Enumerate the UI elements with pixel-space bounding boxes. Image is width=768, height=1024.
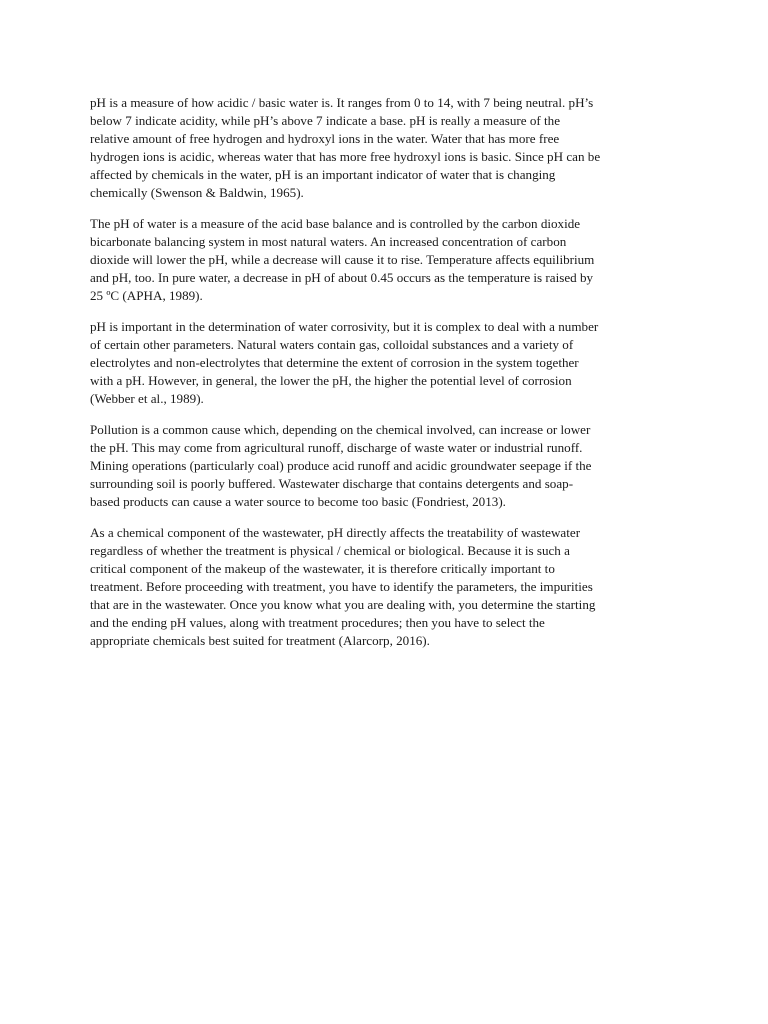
- text-line: regardless of whether the treatment is physical / chemical or biological. Because it is such a: [90, 543, 570, 558]
- text-line: pH is a measure of how acidic / basic water is. It ranges from 0 to 14, with 7 being neutral. pH’s: [90, 95, 594, 110]
- text-line: that are in the wastewater. Once you know what you are dealing with, you determine the starting: [90, 597, 596, 612]
- text-line: bicarbonate balancing system in most natural waters. An increased concentration of carbon: [90, 234, 567, 249]
- text-line: treatment. Before proceeding with treatment, you have to identify the parameters, the impurities: [90, 579, 593, 594]
- paragraph-ph-definition: [90, 94, 680, 202]
- text-line: and pH, too. In pure water, a decrease in pH of about 0.45 occurs as the temperature is raised by: [90, 270, 594, 285]
- text-line: pH is important in the determination of water corrosivity, but it is complex to deal with a number: [90, 319, 599, 334]
- text-line: As a chemical component of the wastewater, pH directly affects the treatability of wastewater: [90, 525, 581, 540]
- paragraph-corrosivity: [90, 318, 680, 408]
- text-line: with a pH. However, in general, the lower the pH, the higher the potential level of corrosion: [90, 373, 572, 388]
- text-line: Mining operations (particularly coal) produce acid runoff and acidic groundwater seepage if the: [90, 458, 592, 473]
- text-line: dioxide will lower the pH, while a decrease will cause it to rise. Temperature affects equilibrium: [90, 252, 595, 267]
- text-line: below 7 indicate acidity, while pH’s above 7 indicate a base. pH is really a measure of the: [90, 113, 560, 128]
- text-line: relative amount of free hydrogen and hydroxyl ions in the water. Water that has more free: [90, 131, 560, 146]
- text-line: and the ending pH values, along with treatment procedures; then you have to select the: [90, 615, 545, 630]
- document-body: [90, 94, 680, 663]
- text-line: electrolytes and non-electrolytes that determine the extent of corrosion in the system together: [90, 355, 579, 370]
- paragraph-pollution: [90, 421, 680, 511]
- text-line: critical component of the makeup of the wastewater, it is therefore critically important to: [90, 561, 555, 576]
- text-line: of certain other parameters. Natural waters contain gas, colloidal substances and a variety of: [90, 337, 574, 352]
- text-line: based products can cause a water source to become too basic (Fondriest, 2013).: [90, 494, 506, 509]
- text-line: affected by chemicals in the water, pH is an important indicator of water that is changing: [90, 167, 556, 182]
- text-line: chemically (Swenson & Baldwin, 1965).: [90, 185, 304, 200]
- text-line: appropriate chemicals best suited for treatment (Alarcorp, 2016).: [90, 633, 430, 648]
- text-line: surrounding soil is poorly buffered. Wastewater discharge that contains detergents and soap-: [90, 476, 574, 491]
- paragraph-acid-base-balance: [90, 215, 680, 305]
- text-line: Pollution is a common cause which, depending on the chemical involved, can increase or lower: [90, 422, 591, 437]
- text-line: the pH. This may come from agricultural runoff, discharge of waste water or industrial runoff.: [90, 440, 583, 455]
- text-line: (Webber et al., 1989).: [90, 391, 204, 406]
- text-line: The pH of water is a measure of the acid base balance and is controlled by the carbon dioxide: [90, 216, 581, 231]
- text-line: 25 ºC (APHA, 1989).: [90, 288, 203, 303]
- text-line: hydrogen ions is acidic, whereas water that has more free hydroxyl ions is basic. Since pH can be: [90, 149, 601, 164]
- paragraph-wastewater-treatment: [90, 524, 680, 650]
